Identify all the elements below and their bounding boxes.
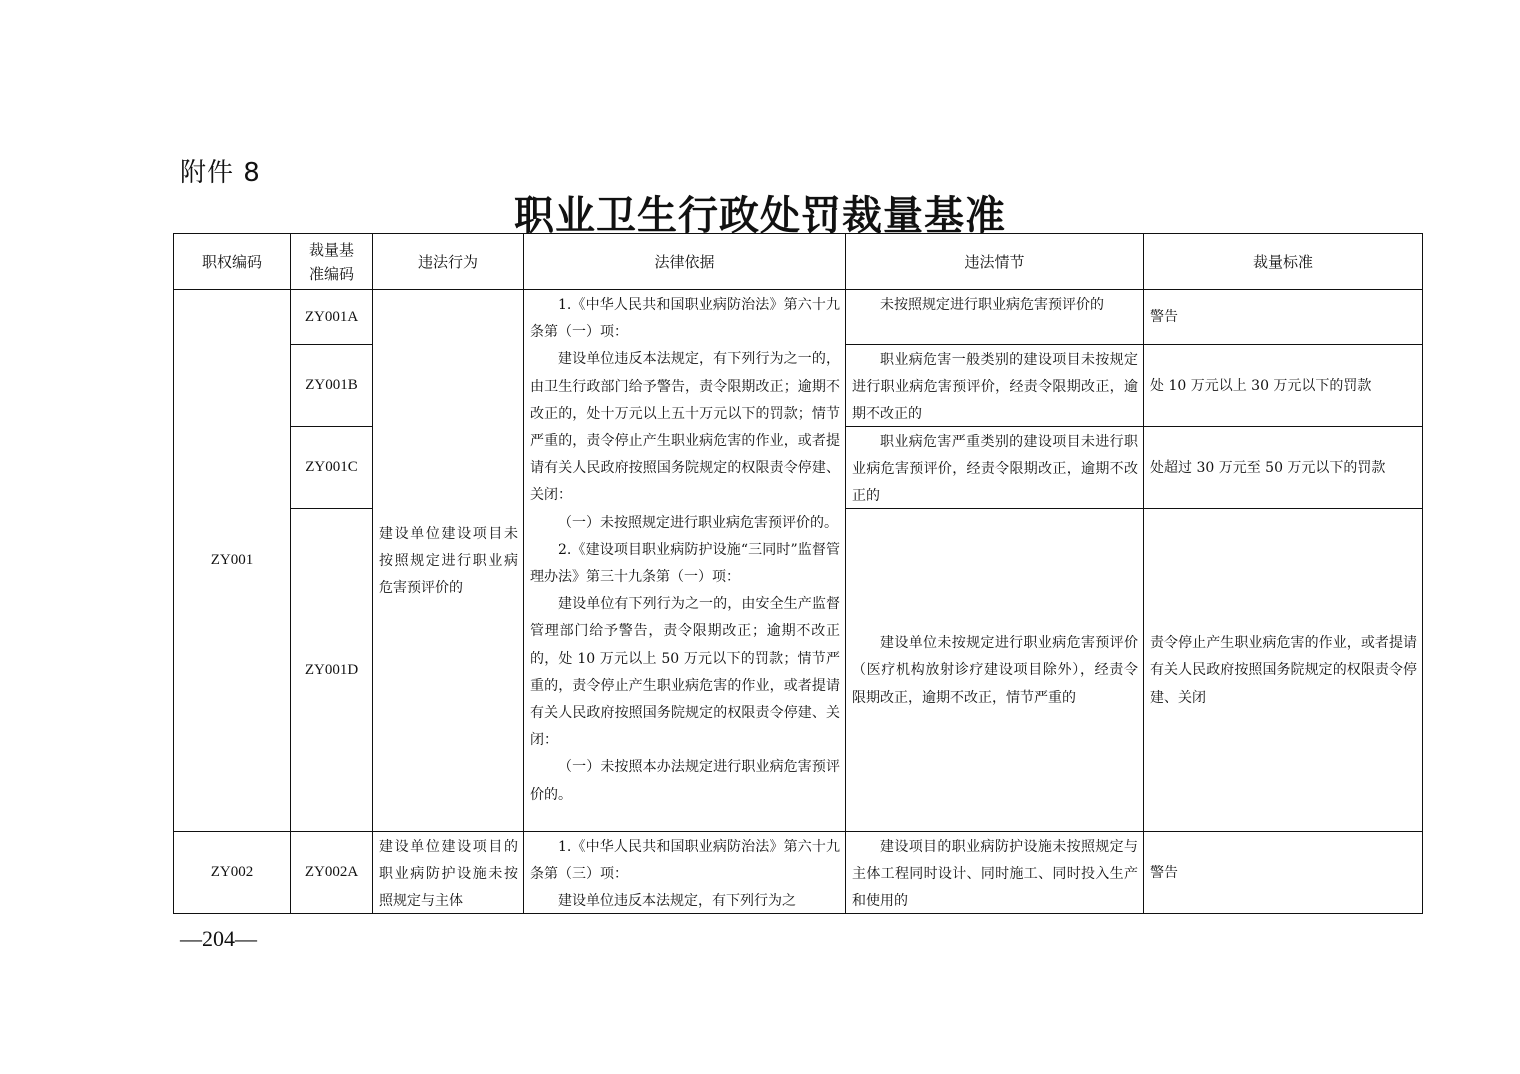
table-row: ZY001C [290, 426, 373, 509]
zy002-act: 建设单位建设项目的职业病防护设施未按照规定与主体 [372, 831, 524, 914]
circumstance-cell: 未按照规定进行职业病危害预评价的 [845, 289, 1144, 345]
standard-cell: 警告 [1143, 831, 1423, 914]
basis-paragraph: （一）未按照规定进行职业病危害预评价的。 [558, 514, 838, 531]
header-standard: 裁量标准 [1143, 233, 1423, 290]
basis-paragraph: （一）未按照本办法规定进行职业病危害预评价的。 [530, 759, 840, 803]
basis-paragraph: 1.《中华人民共和国职业病防治法》第六十九条第（一）项： [530, 297, 840, 341]
circumstance-cell: 建设项目的职业病防护设施未按照规定与主体工程同时设计、同时施工、同时投入生产和使用的 [845, 831, 1144, 914]
table-row: ZY002A [290, 831, 373, 914]
table-row: ZY001D [290, 508, 373, 832]
basis-paragraph: 建设单位违反本法规定，有下列行为之 [558, 893, 796, 910]
page-title: 职业卫生行政处罚裁量基准 [514, 192, 1006, 239]
basis-paragraph: 建设单位违反本法规定，有下列行为之一的，由卫生行政部门给予警告，责令限期改正；逾期不改正的，处十万元以上五十万元以下的罚款；情节严重的，责令停止产生职业病危害的作业，或者提请有关人民政府按照国务院规定的权限责令停建、关闭： [530, 351, 840, 504]
header-std-code: 裁量基准编码 [290, 233, 373, 290]
circumstance-cell: 建设单位未按规定进行职业病危害预评价（医疗机构放射诊疗建设项目除外），经责令限期改正，逾期不改正，情节严重的 [845, 508, 1144, 832]
penalty-table [174, 234, 1423, 914]
page-number: —204— [180, 926, 257, 951]
zy002-code: ZY002 [173, 831, 291, 914]
table-row: ZY001A [290, 289, 373, 345]
zy002-legal-basis [523, 831, 846, 914]
standard-cell: 处 10 万元以上 30 万元以下的罚款 [1143, 344, 1423, 427]
header-circumstance: 违法情节 [845, 233, 1144, 290]
header-code: 职权编码 [173, 233, 291, 290]
attachment-label: 附件 8 [180, 158, 261, 188]
standard-cell: 责令停止产生职业病危害的作业，或者提请有关人民政府按照国务院规定的权限责令停建、关闭 [1143, 508, 1423, 832]
table-row: ZY001B [290, 344, 373, 427]
header-basis: 法律依据 [523, 233, 846, 290]
circumstance-cell: 职业病危害一般类别的建设项目未按规定进行职业病危害预评价，经责令限期改正，逾期不改正的 [845, 344, 1144, 427]
basis-paragraph: 建设单位有下列行为之一的，由安全生产监督管理部门给予警告，责令限期改正；逾期不改正的，处 10 万元以上 50 万元以下的罚款；情节严重的，责令停止产生职业病危害的作业，或者提请有关人民政府按照国务院规定的权限责令停建、关闭： [530, 596, 840, 749]
header-act: 违法行为 [372, 233, 524, 290]
zy001-code: ZY001 [173, 289, 291, 832]
basis-paragraph: 2.《建设项目职业病防护设施“三同时”监督管理办法》第三十九条第（一）项： [530, 541, 840, 586]
zy001-act: 建设单位建设项目未按照规定进行职业病危害预评价的 [372, 289, 524, 832]
standard-cell: 警告 [1143, 289, 1423, 345]
standard-cell: 处超过 30 万元至 50 万元以下的罚款 [1143, 426, 1423, 509]
circumstance-cell: 职业病危害严重类别的建设项目未进行职业病危害预评价，经责令限期改正，逾期不改正的 [845, 426, 1144, 509]
zy001-legal-basis [523, 289, 846, 832]
basis-paragraph: 1.《中华人民共和国职业病防治法》第六十九条第（三）项： [530, 839, 840, 883]
